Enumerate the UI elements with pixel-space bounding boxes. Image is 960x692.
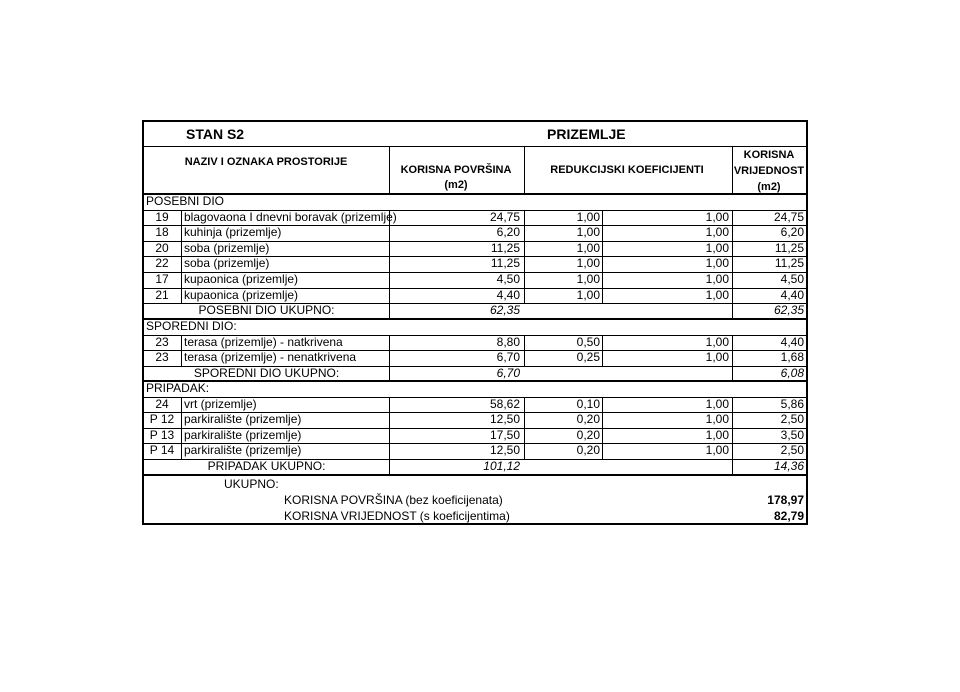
room-name: kuhinja (prizemlje) [184,225,282,240]
room-coef-2: 1,00 [705,240,729,255]
room-coef-1: 1,00 [576,287,600,302]
room-value: 2,50 [780,412,804,427]
room-name: soba (prizemlje) [184,256,270,271]
room-name: vrt (prizemlje) [184,396,257,411]
room-id: P 13 [149,427,175,442]
section-total-label: SPOREDNI DIO UKUPNO: [193,365,340,380]
column-divider [732,335,733,366]
floor-title: PRIZEMLJE [547,126,626,142]
room-value: 2,50 [780,443,804,458]
room-id: 17 [155,272,169,286]
room-name: kupaonica (prizemlje) [184,272,299,286]
section-title: PRIPADAK: [146,381,210,395]
room-name: parkiralište (prizemlje) [184,427,302,442]
korisna-povrsina-label: KORISNA POVRŠINA (bez koeficijenata) [284,493,503,507]
room-id: 24 [155,396,169,411]
room-area: 24,75 [489,209,520,224]
column-divider [732,303,733,319]
room-coef-2: 1,00 [705,412,729,427]
room-name: kupaonica (prizemlje) [184,287,299,302]
room-area: 4,50 [496,272,520,286]
column-divider [524,210,525,304]
room-value: 1,68 [780,350,804,365]
ukupno-label: UKUPNO: [224,477,279,491]
room-name: parkiralište (prizemlje) [184,443,302,458]
room-name: blagovaona I dnevni boravak (prizemlje) [184,209,397,224]
room-area: 4,40 [496,287,520,302]
column-divider [389,459,390,475]
section-title: POSEBNI DIO [146,194,225,208]
column-divider [602,335,603,366]
room-area: 17,50 [489,427,520,442]
room-coef-1: 0,50 [576,334,600,349]
room-id: 19 [155,209,169,224]
room-coef-1: 0,20 [576,427,600,442]
room-coef-1: 0,20 [576,443,600,458]
header-column-divider [524,146,525,194]
header-vrijednost-3: (m2) [757,181,781,193]
section-divider [144,474,806,476]
column-divider [524,335,525,366]
room-id: 18 [155,225,169,240]
room-coef-2: 1,00 [705,287,729,302]
room-coef-1: 0,25 [576,350,600,365]
room-coef-1: 0,10 [576,396,600,411]
room-area: 12,50 [489,443,520,458]
room-coef-1: 1,00 [576,256,600,271]
header-divider [144,193,806,195]
room-coef-2: 1,00 [705,350,729,365]
header-naziv: NAZIV I OZNAKA PROSTORIJE [184,156,348,168]
section-total-area: 101,12 [483,459,520,473]
room-coef-1: 1,00 [576,225,600,240]
room-id: P 12 [149,412,175,427]
room-id: P 14 [149,443,175,458]
korisna-povrsina-value: 178,97 [767,493,804,507]
room-value: 4,50 [780,272,804,286]
room-name: terasa (prizemlje) - nenatkrivena [184,350,357,365]
column-divider [732,366,733,382]
room-coef-1: 1,00 [576,272,600,286]
room-value: 11,25 [774,240,804,255]
section-divider [144,318,806,320]
section-title: SPOREDNI DIO: [146,319,237,333]
header-column-divider [732,146,733,194]
column-divider [602,210,603,304]
room-name: parkiralište (prizemlje) [184,412,302,427]
header-koeficijenti: REDUKCIJSKI KOEFICIJENTI [550,164,704,176]
room-coef-1: 0,20 [576,412,600,427]
room-coef-2: 1,00 [705,272,729,286]
column-divider [389,210,390,304]
column-divider [181,210,182,304]
room-area: 6,70 [496,350,520,365]
room-coef-2: 1,00 [705,256,729,271]
room-id: 23 [155,334,169,349]
room-value: 3,50 [780,427,804,442]
room-value: 4,40 [780,334,804,349]
column-divider [602,397,603,459]
room-coef-2: 1,00 [705,427,729,442]
room-area: 12,50 [489,412,520,427]
section-total-label: PRIPADAK UKUPNO: [207,459,326,473]
room-coef-2: 1,00 [705,225,729,240]
title-divider [144,146,806,147]
room-area: 11,25 [490,240,520,255]
column-divider [389,397,390,459]
column-divider [181,335,182,366]
section-total-value: 62,35 [773,303,804,318]
header-vrijednost-2: VRIJEDNOST [733,165,805,177]
apartment-title: STAN S2 [186,126,245,142]
room-id: 22 [155,256,169,271]
room-value: 24,75 [773,209,804,224]
area-table [142,120,808,525]
section-total-area: 62,35 [489,303,520,318]
room-area: 8,80 [496,334,520,349]
section-total-area: 6,70 [496,365,520,380]
room-value: 6,20 [780,225,804,240]
room-coef-1: 1,00 [576,209,600,224]
column-divider [732,459,733,475]
header-column-divider [389,146,390,194]
column-divider [181,397,182,459]
korisna-vrijednost-label: KORISNA VRIJEDNOST (s koeficijentima) [284,509,510,523]
column-divider [732,397,733,459]
column-divider [732,210,733,304]
room-id: 20 [155,240,169,255]
section-total-value: 14,36 [773,459,804,473]
room-coef-2: 1,00 [705,334,729,349]
column-divider [389,366,390,382]
room-area: 11,25 [490,256,520,271]
room-coef-2: 1,00 [705,209,729,224]
room-id: 23 [155,350,169,365]
room-area: 58,62 [489,396,520,411]
header-vrijednost-1: KORISNA [743,149,795,161]
room-coef-1: 1,00 [576,240,600,255]
room-value: 11,25 [774,256,804,271]
room-name: terasa (prizemlje) - natkrivena [184,334,343,349]
room-area: 6,20 [496,225,520,240]
room-coef-2: 1,00 [705,396,729,411]
column-divider [389,303,390,319]
header-povrsina: KORISNA POVRŠINA (m2) [400,164,512,191]
column-divider [389,335,390,366]
korisna-vrijednost-value: 82,79 [773,509,804,523]
column-divider [524,397,525,459]
room-coef-2: 1,00 [705,443,729,458]
room-name: soba (prizemlje) [184,240,270,255]
section-divider [144,380,806,382]
room-value: 4,40 [780,287,804,302]
section-total-value: 6,08 [780,365,804,380]
section-total-label: POSEBNI DIO UKUPNO: [198,303,335,318]
room-id: 21 [155,287,169,302]
room-value: 5,86 [780,396,804,411]
